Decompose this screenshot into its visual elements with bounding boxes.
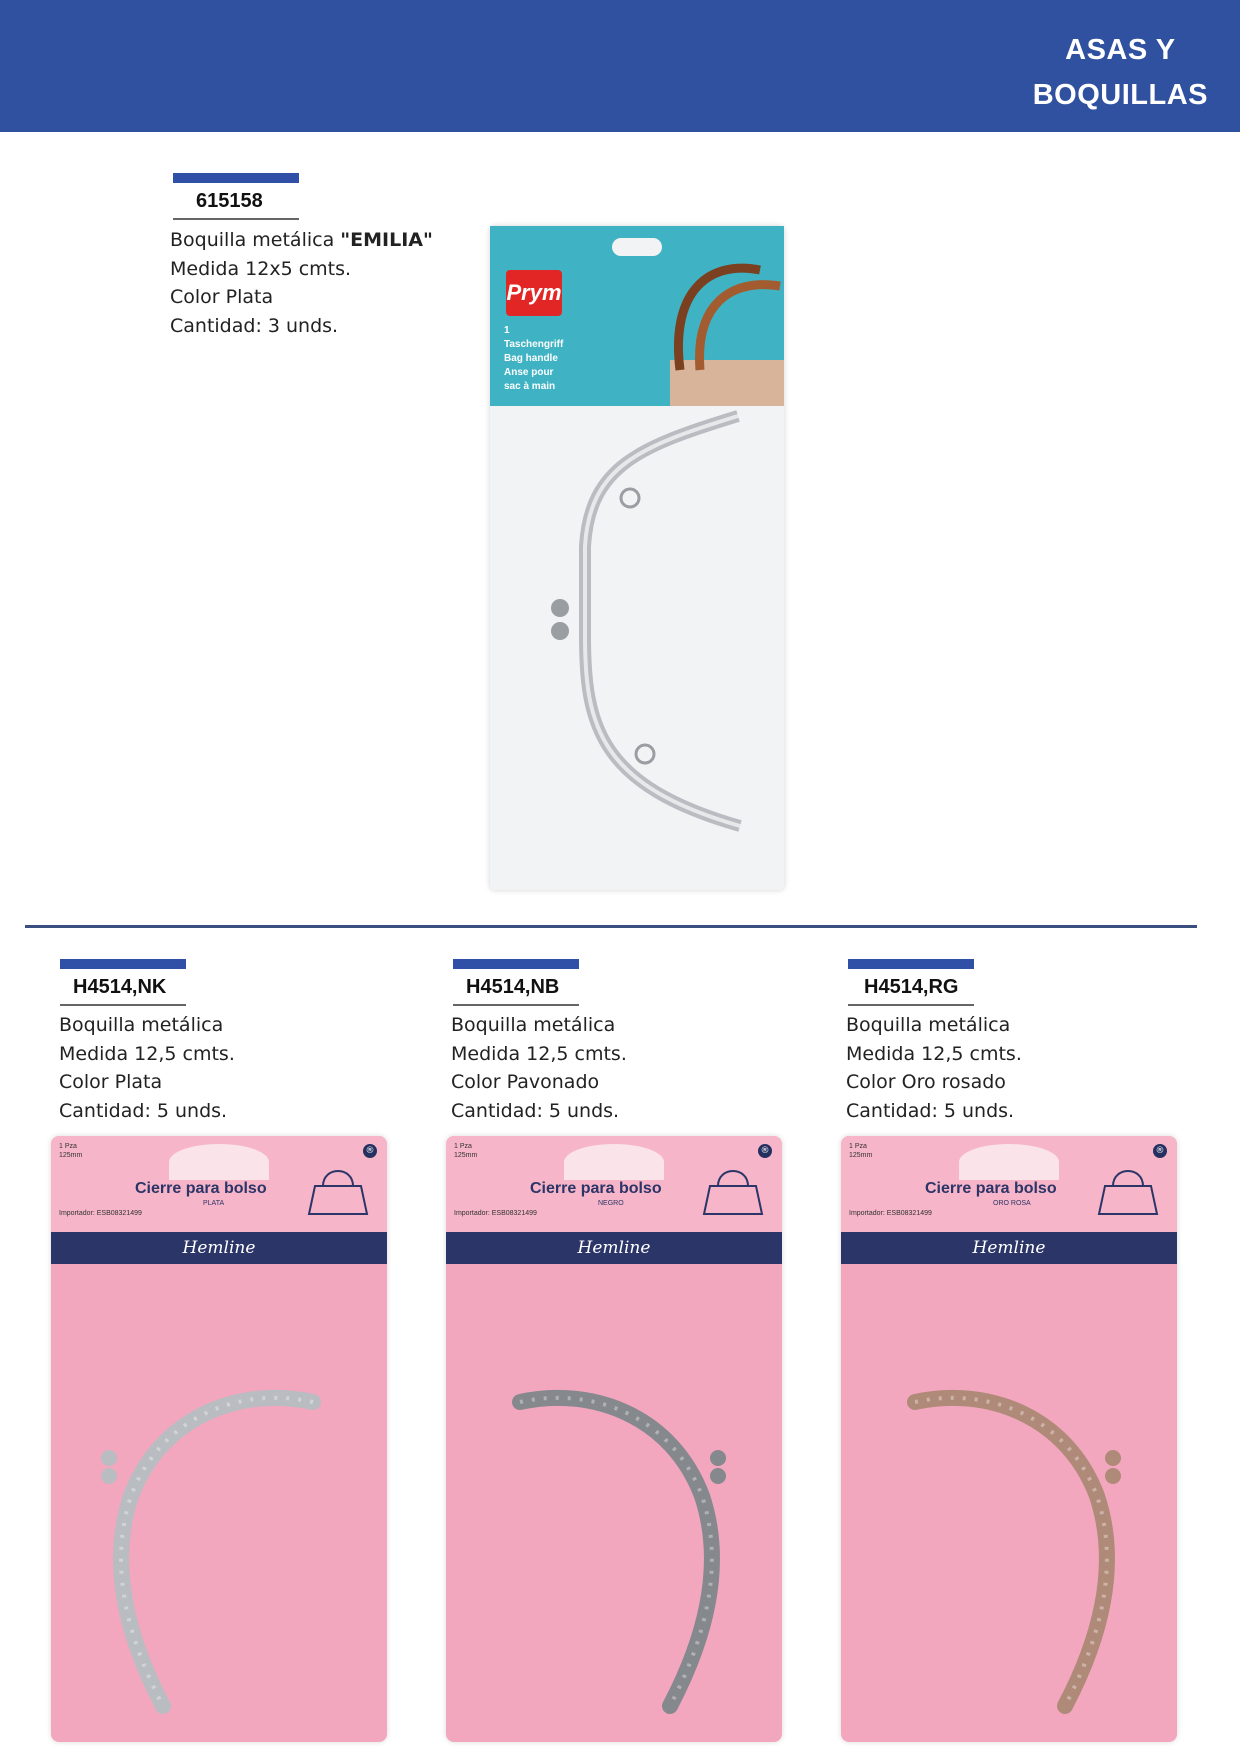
description-line: Cantidad: 5 unds.	[59, 1099, 228, 1122]
product-image-hemline-card	[446, 1136, 782, 1742]
clasp-knob	[710, 1450, 726, 1466]
product-description	[451, 1011, 627, 1125]
card-color-label: PLATA	[203, 1200, 225, 1207]
code-accent-bar	[60, 959, 186, 969]
description-line: Cantidad: 5 unds.	[846, 1099, 1015, 1122]
description-text: Boquilla metálica	[170, 229, 341, 251]
clasp-knob	[1105, 1468, 1121, 1484]
product-image-prym-package	[490, 226, 784, 890]
registered-icon: ®	[1153, 1144, 1167, 1158]
product-code: H4514,RG	[864, 976, 959, 998]
card-title: Cierre para bolso	[135, 1180, 267, 1197]
code-accent-bar	[173, 173, 299, 183]
frame-arc	[121, 1398, 313, 1706]
product-model-name: "EMILIA"	[340, 229, 433, 251]
section-title-line1: ASAS Y	[1065, 34, 1176, 66]
frame-arc	[520, 1398, 712, 1706]
description-line: Boquilla metálica	[59, 1014, 224, 1036]
hemline-logo: Hemline	[972, 1238, 1046, 1258]
code-underline	[60, 1004, 186, 1006]
clasp-knob	[1105, 1450, 1121, 1466]
card-size: 125mm	[849, 1152, 873, 1159]
card-pieces: 1 Pza	[849, 1143, 867, 1150]
clasp-knob	[101, 1450, 117, 1466]
description-line: Boquilla metálica	[451, 1014, 616, 1036]
package-label-line: sac à main	[504, 381, 556, 392]
card-size: 125mm	[59, 1152, 83, 1159]
description-line: Medida 12,5 cmts.	[846, 1042, 1022, 1065]
code-underline	[173, 218, 299, 220]
package-label	[504, 324, 563, 394]
description-line: Medida 12,5 cmts.	[451, 1042, 627, 1065]
description-line: Color Pavonado	[451, 1071, 600, 1093]
purse-frame-icon	[446, 1136, 782, 1742]
bag-handle-illustration	[640, 250, 784, 406]
section-title-line2: BOQUILLAS	[1032, 79, 1208, 111]
section-title	[1033, 28, 1208, 118]
header-banner	[0, 0, 1240, 132]
card-size: 125mm	[454, 1152, 478, 1159]
card-importer: Importador: ESB08321499	[849, 1210, 932, 1217]
clasp-knob	[710, 1468, 726, 1484]
product-code: H4514,NK	[73, 976, 167, 998]
card-color-label: NEGRO	[598, 1200, 624, 1207]
card-title: Cierre para bolso	[530, 1180, 662, 1197]
product-description	[846, 1011, 1022, 1125]
code-accent-bar	[453, 959, 579, 969]
product-code: 615158	[196, 190, 263, 212]
purse-frame-icon	[841, 1136, 1177, 1742]
registered-icon: ®	[758, 1144, 772, 1158]
description-line	[170, 226, 433, 255]
section-divider	[25, 925, 1197, 928]
description-line: Cantidad: 5 unds.	[451, 1099, 620, 1122]
product-image-hemline-card	[841, 1136, 1177, 1742]
card-color-label: ORO ROSA	[993, 1200, 1031, 1207]
description-line: Color Oro rosado	[846, 1071, 1006, 1093]
card-title: Cierre para bolso	[925, 1180, 1057, 1197]
description-line: Boquilla metálica	[846, 1014, 1011, 1036]
card-importer: Importador: ESB08321499	[454, 1210, 537, 1217]
card-pieces: 1 Pza	[59, 1143, 77, 1150]
description-line: Medida 12,5 cmts.	[59, 1042, 235, 1065]
hemline-logo: Hemline	[577, 1238, 651, 1258]
registered-icon: ®	[363, 1144, 377, 1158]
product-description	[59, 1011, 235, 1125]
purse-frame-icon	[51, 1136, 387, 1742]
package-label-line: Taschengriff	[504, 339, 564, 350]
description-line: Medida 12x5 cmts.	[170, 257, 352, 280]
description-line: Color Plata	[59, 1071, 163, 1093]
clasp-knob	[101, 1468, 117, 1484]
package-label-line: 1	[504, 325, 510, 336]
frame-arc	[915, 1398, 1107, 1706]
card-pieces: 1 Pza	[454, 1143, 472, 1150]
description-line: Cantidad: 3 unds.	[170, 314, 339, 337]
code-underline	[848, 1004, 974, 1006]
package-label-line: Bag handle	[504, 353, 558, 364]
code-underline	[453, 1004, 579, 1006]
product-image-hemline-card	[51, 1136, 387, 1742]
hemline-logo: Hemline	[182, 1238, 256, 1258]
package-header	[490, 226, 784, 406]
description-line: Color Plata	[170, 286, 274, 308]
product-code: H4514,NB	[466, 976, 560, 998]
prym-logo: Prym	[506, 270, 562, 316]
package-label-line: Anse pour	[504, 367, 554, 378]
purse-frame-silver-icon	[490, 406, 784, 890]
product-description	[170, 226, 433, 340]
code-accent-bar	[848, 959, 974, 969]
card-importer: Importador: ESB08321499	[59, 1210, 142, 1217]
